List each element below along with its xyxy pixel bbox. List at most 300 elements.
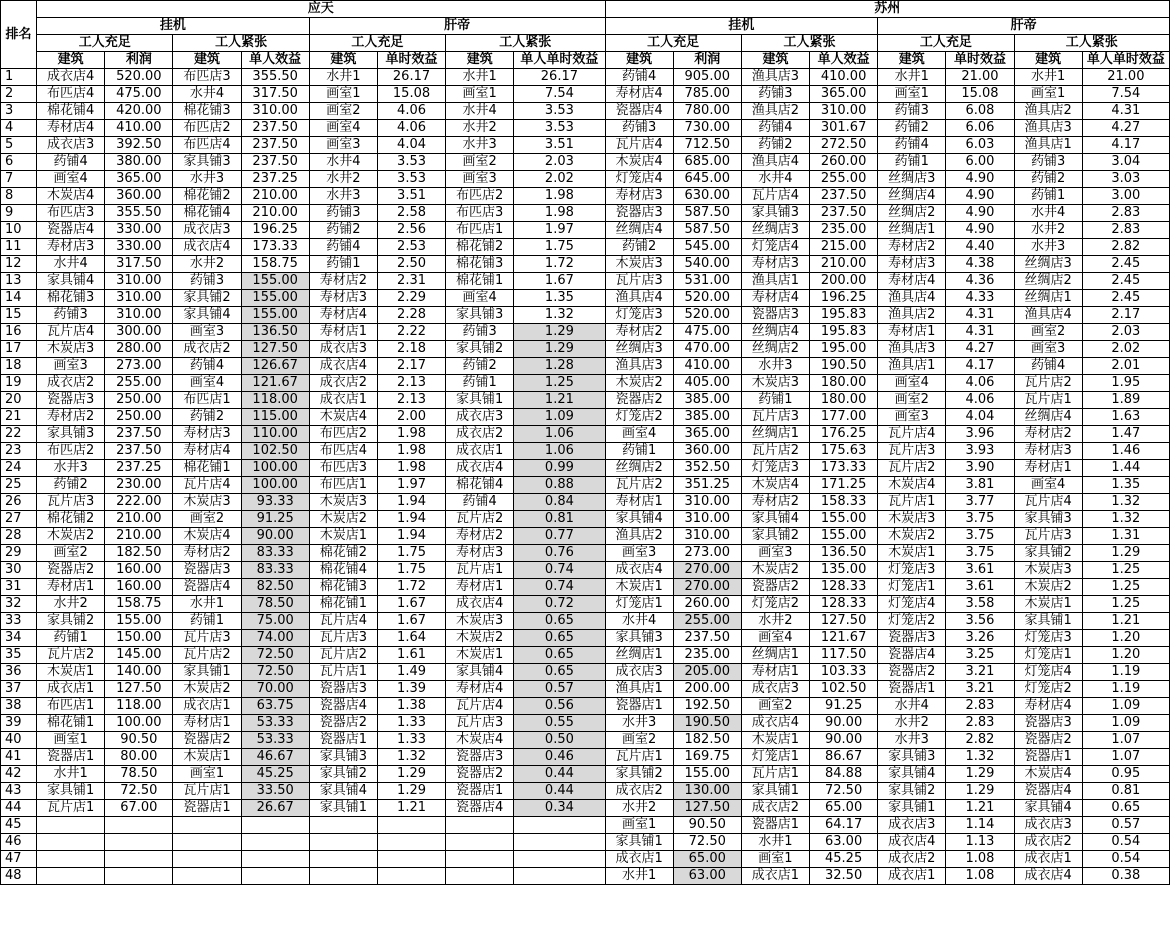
building-cell: 丝绸店1 [1014, 290, 1082, 307]
value-cell: 2.13 [377, 375, 445, 392]
value-cell: 0.54 [1082, 834, 1169, 851]
value-cell: 63.75 [241, 698, 309, 715]
value-cell: 475.00 [673, 324, 741, 341]
building-cell: 木炭店2 [878, 528, 946, 545]
building-cell: 瓦片店2 [173, 647, 241, 664]
building-cell: 渔具店1 [741, 273, 809, 290]
building-cell: 木炭店1 [878, 545, 946, 562]
building-cell: 家具铺1 [37, 783, 105, 800]
table-row [1, 545, 1170, 562]
building-cell: 灯笼店3 [605, 307, 673, 324]
rank-cell: 6 [1, 154, 37, 171]
value-cell: 33.50 [241, 783, 309, 800]
building-cell: 成衣店2 [741, 800, 809, 817]
rank-cell: 43 [1, 783, 37, 800]
building-cell: 布匹店1 [37, 698, 105, 715]
value-cell: 21.00 [1082, 69, 1169, 86]
building-cell: 丝绸店1 [741, 426, 809, 443]
value-cell: 365.00 [673, 426, 741, 443]
value-cell: 405.00 [673, 375, 741, 392]
value-cell: 4.31 [946, 307, 1014, 324]
building-cell [173, 851, 241, 868]
table-row [1, 613, 1170, 630]
building-cell: 药铺1 [741, 392, 809, 409]
value-cell: 1.29 [514, 324, 605, 341]
value-cell: 237.50 [241, 120, 309, 137]
value-cell: 155.00 [810, 528, 878, 545]
building-cell: 布匹店2 [446, 188, 514, 205]
building-cell: 家具铺4 [309, 783, 377, 800]
value-cell: 145.00 [105, 647, 173, 664]
table-row [1, 69, 1170, 86]
building-cell: 灯笼店2 [1014, 681, 1082, 698]
building-cell: 家具铺1 [1014, 613, 1082, 630]
building-cell: 药铺2 [1014, 171, 1082, 188]
building-cell: 水井4 [878, 698, 946, 715]
building-cell: 瓦片店1 [446, 562, 514, 579]
building-cell: 瓷器店1 [37, 749, 105, 766]
value-cell: 0.46 [514, 749, 605, 766]
value-cell: 2.18 [377, 341, 445, 358]
value-cell: 420.00 [105, 103, 173, 120]
value-cell: 182.50 [673, 732, 741, 749]
table-row [1, 171, 1170, 188]
building-cell: 瓷器店3 [741, 307, 809, 324]
building-cell [446, 817, 514, 834]
value-cell: 0.65 [514, 647, 605, 664]
building-cell: 棉花铺3 [173, 103, 241, 120]
value-cell: 6.03 [946, 137, 1014, 154]
building-cell: 瓷器店2 [309, 715, 377, 732]
rank-cell: 2 [1, 86, 37, 103]
column-header: 建筑 [446, 52, 514, 69]
table-row [1, 392, 1170, 409]
value-cell: 1.20 [1082, 647, 1169, 664]
value-cell: 2.31 [377, 273, 445, 290]
building-cell: 家具铺3 [37, 426, 105, 443]
building-cell: 灯笼店1 [605, 596, 673, 613]
rank-cell: 10 [1, 222, 37, 239]
value-cell: 360.00 [673, 443, 741, 460]
building-cell: 成衣店2 [173, 341, 241, 358]
building-cell: 寿材店1 [741, 664, 809, 681]
building-cell: 药铺1 [173, 613, 241, 630]
table-row [1, 341, 1170, 358]
value-cell: 45.25 [241, 766, 309, 783]
value-cell: 121.67 [810, 630, 878, 647]
building-cell: 灯笼店4 [605, 171, 673, 188]
building-cell [446, 834, 514, 851]
building-cell: 画室2 [446, 154, 514, 171]
value-cell: 2.82 [1082, 239, 1169, 256]
building-cell: 瓦片店1 [1014, 392, 1082, 409]
value-cell: 1.09 [1082, 698, 1169, 715]
value-cell: 210.00 [241, 188, 309, 205]
building-cell: 瓷器店1 [1014, 749, 1082, 766]
value-cell: 2.03 [1082, 324, 1169, 341]
building-cell: 丝绸店3 [878, 171, 946, 188]
value-cell: 3.21 [946, 681, 1014, 698]
value-cell [377, 868, 445, 885]
rank-cell: 18 [1, 358, 37, 375]
value-cell: 1.21 [1082, 613, 1169, 630]
value-cell: 2.02 [1082, 341, 1169, 358]
building-cell: 药铺4 [446, 494, 514, 511]
value-cell: 2.02 [514, 171, 605, 188]
building-cell: 丝绸店3 [605, 341, 673, 358]
table-row [1, 647, 1170, 664]
building-cell: 瓦片店4 [741, 188, 809, 205]
value-cell: 1.44 [1082, 460, 1169, 477]
value-cell: 237.50 [673, 630, 741, 647]
value-cell: 90.00 [810, 732, 878, 749]
value-cell [241, 851, 309, 868]
rank-cell: 40 [1, 732, 37, 749]
column-header: 单人单时效益 [1082, 52, 1169, 69]
building-cell: 画室1 [1014, 86, 1082, 103]
value-cell: 160.00 [105, 562, 173, 579]
building-cell: 棉花铺1 [173, 460, 241, 477]
building-cell: 瓷器店4 [1014, 783, 1082, 800]
value-cell: 1.61 [377, 647, 445, 664]
value-cell: 6.06 [946, 120, 1014, 137]
value-cell: 136.50 [241, 324, 309, 341]
building-cell: 成衣店2 [309, 375, 377, 392]
value-cell: 1.64 [377, 630, 445, 647]
table-row [1, 426, 1170, 443]
building-cell: 瓦片店3 [1014, 528, 1082, 545]
rank-cell: 22 [1, 426, 37, 443]
value-cell: 177.00 [810, 409, 878, 426]
value-cell: 140.00 [105, 664, 173, 681]
building-cell: 画室3 [1014, 341, 1082, 358]
value-cell: 182.50 [105, 545, 173, 562]
building-cell: 画室4 [37, 171, 105, 188]
building-cell: 木炭店1 [446, 647, 514, 664]
value-cell: 250.00 [105, 392, 173, 409]
value-cell: 1.29 [946, 766, 1014, 783]
value-cell: 1.95 [1082, 375, 1169, 392]
value-cell: 3.75 [946, 545, 1014, 562]
building-cell: 渔具店2 [1014, 103, 1082, 120]
building-cell: 画室1 [446, 86, 514, 103]
table-row [1, 154, 1170, 171]
building-cell: 画室4 [173, 375, 241, 392]
value-cell: 2.83 [1082, 222, 1169, 239]
value-cell: 1.98 [514, 188, 605, 205]
value-cell: 72.50 [810, 783, 878, 800]
value-cell: 90.50 [673, 817, 741, 834]
table-row [1, 256, 1170, 273]
building-cell: 木炭店4 [446, 732, 514, 749]
value-cell: 2.17 [377, 358, 445, 375]
building-cell: 家具铺2 [309, 766, 377, 783]
value-cell: 1.14 [946, 817, 1014, 834]
building-cell: 成衣店4 [446, 460, 514, 477]
building-cell: 棉花铺4 [37, 103, 105, 120]
value-cell: 0.55 [514, 715, 605, 732]
value-cell: 2.45 [1082, 290, 1169, 307]
value-cell: 3.61 [946, 562, 1014, 579]
building-cell: 画室2 [309, 103, 377, 120]
mode-header-hardcore: 肝帝 [878, 18, 1170, 35]
building-cell: 灯笼店4 [878, 596, 946, 613]
value-cell: 4.90 [946, 171, 1014, 188]
value-cell: 1.08 [946, 851, 1014, 868]
building-cell: 瓦片店2 [37, 647, 105, 664]
value-cell: 90.00 [810, 715, 878, 732]
building-cell: 画室3 [878, 409, 946, 426]
value-cell: 130.00 [673, 783, 741, 800]
building-cell: 药铺4 [605, 69, 673, 86]
value-cell: 1.32 [946, 749, 1014, 766]
building-cell: 药铺3 [173, 273, 241, 290]
value-cell: 255.00 [810, 171, 878, 188]
building-cell: 木炭店1 [309, 528, 377, 545]
value-cell: 0.88 [514, 477, 605, 494]
value-cell: 1.31 [1082, 528, 1169, 545]
rank-cell: 19 [1, 375, 37, 392]
value-cell: 180.00 [810, 375, 878, 392]
value-cell: 3.77 [946, 494, 1014, 511]
building-cell: 丝绸店2 [741, 341, 809, 358]
building-cell: 棉花铺4 [446, 477, 514, 494]
building-cell: 成衣店3 [37, 137, 105, 154]
value-cell: 171.25 [810, 477, 878, 494]
building-cell: 木炭店3 [446, 613, 514, 630]
building-cell: 灯笼店3 [1014, 630, 1082, 647]
value-cell: 3.58 [946, 596, 1014, 613]
value-cell: 200.00 [673, 681, 741, 698]
building-cell: 成衣店2 [878, 851, 946, 868]
building-cell: 木炭店1 [1014, 596, 1082, 613]
building-cell: 瓦片店4 [309, 613, 377, 630]
building-cell [37, 868, 105, 885]
value-cell: 1.29 [377, 783, 445, 800]
value-cell: 4.90 [946, 205, 1014, 222]
value-cell: 520.00 [673, 307, 741, 324]
value-cell: 0.44 [514, 783, 605, 800]
building-cell: 水井4 [309, 154, 377, 171]
value-cell: 1.09 [1082, 715, 1169, 732]
building-cell: 瓦片店2 [741, 443, 809, 460]
value-cell: 3.03 [1082, 171, 1169, 188]
value-cell: 3.53 [514, 120, 605, 137]
building-cell: 家具铺3 [741, 205, 809, 222]
value-cell: 0.57 [1082, 817, 1169, 834]
table-row [1, 205, 1170, 222]
value-cell: 1.63 [1082, 409, 1169, 426]
value-cell: 645.00 [673, 171, 741, 188]
building-cell: 瓷器店4 [446, 800, 514, 817]
column-header: 建筑 [37, 52, 105, 69]
value-cell: 180.00 [810, 392, 878, 409]
building-cell: 渔具店3 [605, 358, 673, 375]
value-cell: 4.17 [1082, 137, 1169, 154]
building-cell: 寿材店1 [605, 494, 673, 511]
table-row [1, 715, 1170, 732]
building-cell: 画室1 [173, 766, 241, 783]
building-cell: 瓷器店2 [878, 664, 946, 681]
rank-cell: 24 [1, 460, 37, 477]
value-cell: 1.06 [514, 426, 605, 443]
building-cell: 寿材店2 [37, 409, 105, 426]
value-cell: 470.00 [673, 341, 741, 358]
building-cell: 水井3 [173, 171, 241, 188]
value-cell: 270.00 [673, 579, 741, 596]
value-cell: 64.17 [810, 817, 878, 834]
value-cell: 330.00 [105, 239, 173, 256]
building-cell: 药铺1 [309, 256, 377, 273]
value-cell: 192.50 [673, 698, 741, 715]
value-cell: 0.77 [514, 528, 605, 545]
value-cell: 3.75 [946, 528, 1014, 545]
building-cell: 画室1 [878, 86, 946, 103]
building-cell: 棉花铺2 [37, 511, 105, 528]
value-cell: 2.45 [1082, 273, 1169, 290]
building-cell: 家具铺2 [741, 528, 809, 545]
value-cell: 1.13 [946, 834, 1014, 851]
building-cell: 瓦片店2 [605, 477, 673, 494]
building-cell: 灯笼店1 [1014, 647, 1082, 664]
building-cell: 画室3 [741, 545, 809, 562]
table-row [1, 188, 1170, 205]
value-cell: 2.83 [946, 715, 1014, 732]
value-cell: 93.33 [241, 494, 309, 511]
sheet-body [1, 69, 1170, 885]
value-cell: 100.00 [241, 460, 309, 477]
value-cell: 260.00 [673, 596, 741, 613]
table-row [1, 120, 1170, 137]
value-cell: 0.65 [514, 613, 605, 630]
building-cell: 丝绸店1 [741, 647, 809, 664]
building-cell: 成衣店3 [741, 681, 809, 698]
building-cell: 木炭店3 [605, 256, 673, 273]
value-cell: 310.00 [105, 290, 173, 307]
value-cell: 255.00 [673, 613, 741, 630]
value-cell: 587.50 [673, 205, 741, 222]
table-row [1, 749, 1170, 766]
value-cell: 110.00 [241, 426, 309, 443]
column-header: 建筑 [741, 52, 809, 69]
value-cell: 72.50 [241, 664, 309, 681]
building-cell: 画室1 [309, 86, 377, 103]
building-cell: 木炭店2 [1014, 579, 1082, 596]
building-cell: 画室3 [173, 324, 241, 341]
value-cell: 173.33 [241, 239, 309, 256]
condition-header-ample: 工人充足 [37, 35, 173, 52]
value-cell: 45.25 [810, 851, 878, 868]
building-cell: 水井1 [741, 834, 809, 851]
building-cell: 成衣店1 [309, 392, 377, 409]
rank-cell: 30 [1, 562, 37, 579]
building-cell: 瓦片店3 [741, 409, 809, 426]
building-cell: 木炭店1 [37, 664, 105, 681]
building-cell [37, 851, 105, 868]
building-cell: 药铺1 [37, 630, 105, 647]
rank-cell: 29 [1, 545, 37, 562]
building-cell: 水井4 [605, 613, 673, 630]
value-cell: 7.54 [1082, 86, 1169, 103]
building-cell: 木炭店2 [741, 562, 809, 579]
building-cell: 灯笼店2 [741, 596, 809, 613]
table-row [1, 596, 1170, 613]
building-cell: 寿材店3 [37, 239, 105, 256]
table-row [1, 698, 1170, 715]
value-cell: 155.00 [241, 273, 309, 290]
value-cell: 210.00 [810, 256, 878, 273]
value-cell: 91.25 [810, 698, 878, 715]
column-header: 建筑 [1014, 52, 1082, 69]
building-cell: 画室2 [605, 732, 673, 749]
building-cell: 灯笼店3 [878, 562, 946, 579]
value-cell: 91.25 [241, 511, 309, 528]
value-cell: 317.50 [241, 86, 309, 103]
building-cell: 药铺3 [309, 205, 377, 222]
value-cell: 3.96 [946, 426, 1014, 443]
building-cell: 丝绸店4 [605, 222, 673, 239]
condition-header-ample: 工人充足 [605, 35, 741, 52]
value-cell: 195.00 [810, 341, 878, 358]
value-cell: 53.33 [241, 732, 309, 749]
table-row [1, 358, 1170, 375]
table-row [1, 307, 1170, 324]
value-cell: 0.74 [514, 579, 605, 596]
building-cell: 瓷器店1 [605, 698, 673, 715]
value-cell: 195.83 [810, 324, 878, 341]
building-cell: 画室3 [446, 171, 514, 188]
building-cell: 家具铺3 [309, 749, 377, 766]
value-cell: 3.56 [946, 613, 1014, 630]
value-cell: 0.76 [514, 545, 605, 562]
value-cell: 2.17 [1082, 307, 1169, 324]
value-cell: 0.50 [514, 732, 605, 749]
table-row [1, 324, 1170, 341]
column-header: 建筑 [605, 52, 673, 69]
building-cell: 成衣店3 [605, 664, 673, 681]
value-cell: 78.50 [105, 766, 173, 783]
building-cell: 水井3 [878, 732, 946, 749]
value-cell: 1.46 [1082, 443, 1169, 460]
building-cell: 画室2 [1014, 324, 1082, 341]
value-cell: 6.00 [946, 154, 1014, 171]
value-cell: 90.50 [105, 732, 173, 749]
value-cell: 237.50 [105, 443, 173, 460]
value-cell: 100.00 [241, 477, 309, 494]
value-cell: 158.75 [241, 256, 309, 273]
value-cell: 780.00 [673, 103, 741, 120]
building-cell: 渔具店1 [1014, 137, 1082, 154]
building-cell: 成衣店2 [446, 426, 514, 443]
building-cell: 棉花铺1 [446, 273, 514, 290]
building-cell: 灯笼店2 [605, 409, 673, 426]
building-cell: 画室2 [173, 511, 241, 528]
rank-cell: 11 [1, 239, 37, 256]
value-cell: 173.33 [810, 460, 878, 477]
building-cell: 成衣店1 [878, 868, 946, 885]
building-cell: 渔具店1 [878, 358, 946, 375]
building-cell: 棉花铺2 [446, 239, 514, 256]
value-cell: 352.50 [673, 460, 741, 477]
building-cell: 水井2 [878, 715, 946, 732]
value-cell: 1.29 [514, 341, 605, 358]
building-cell: 木炭店2 [37, 528, 105, 545]
value-cell: 4.04 [377, 137, 445, 154]
building-cell [309, 817, 377, 834]
building-cell: 家具铺4 [173, 307, 241, 324]
building-cell: 家具铺3 [878, 749, 946, 766]
value-cell: 72.50 [105, 783, 173, 800]
